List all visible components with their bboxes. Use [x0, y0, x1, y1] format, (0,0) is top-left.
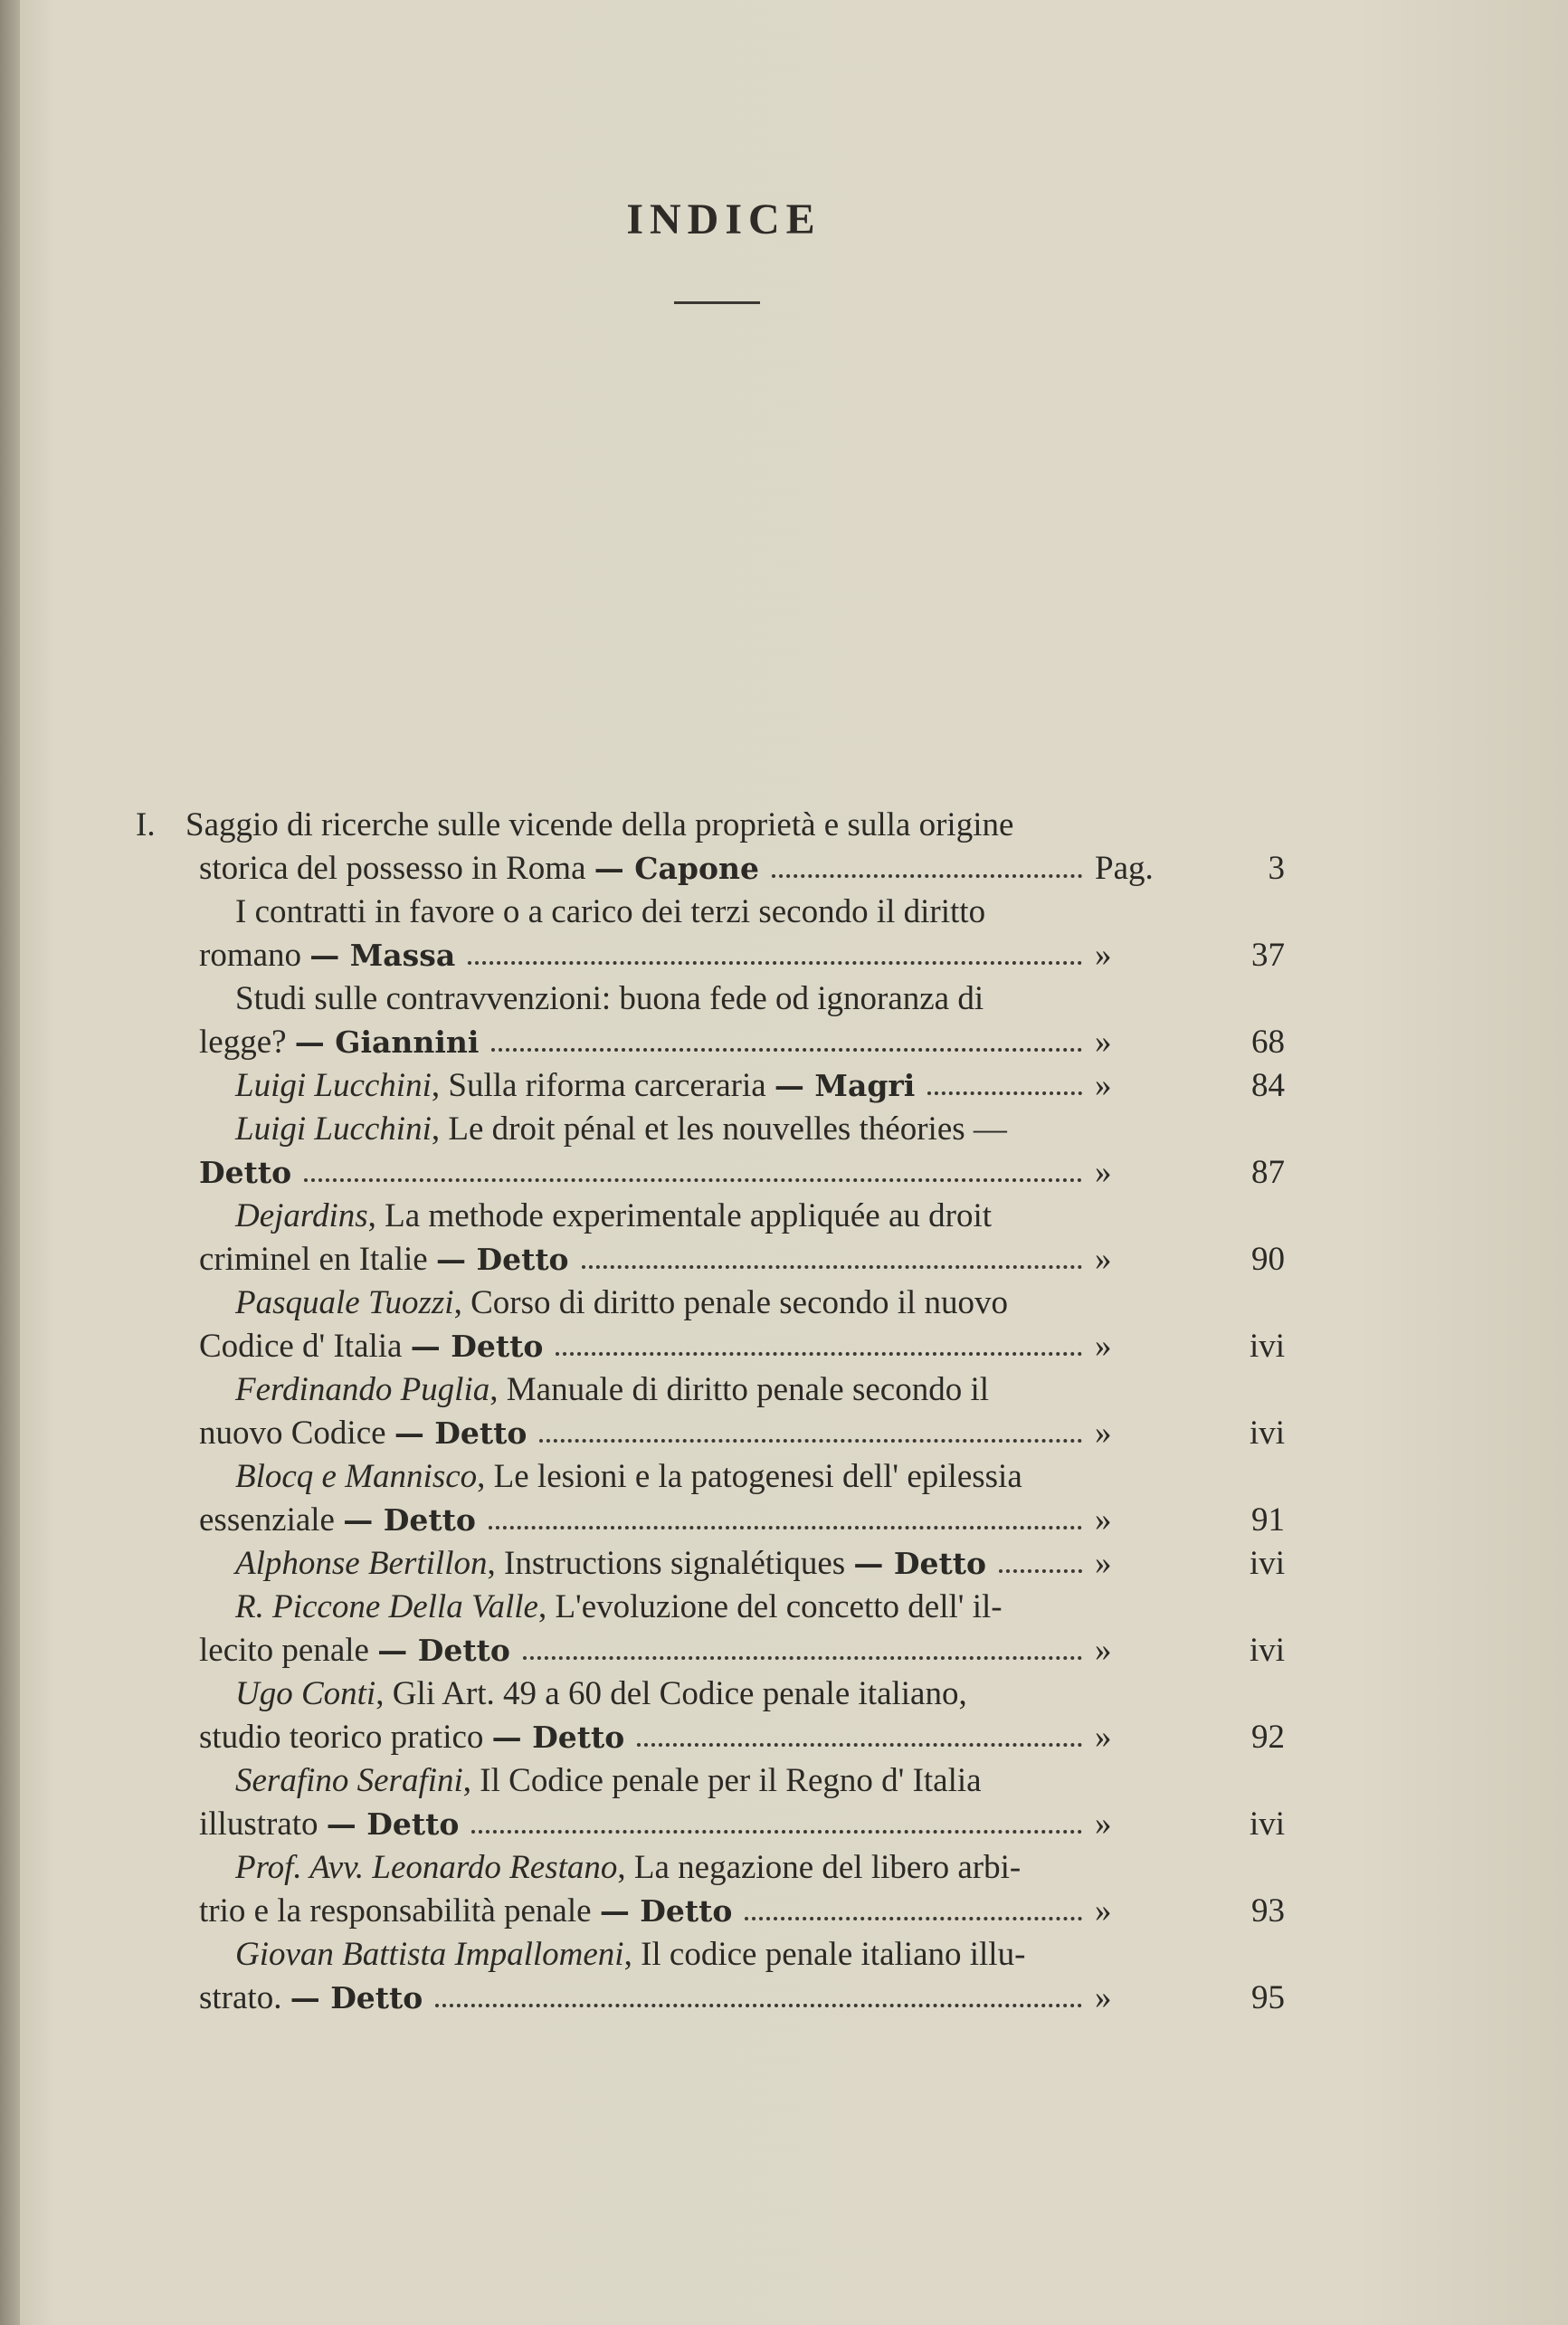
page-title: INDICE: [626, 195, 822, 243]
entry-title-line2: nuovo Codice: [199, 1415, 386, 1452]
entry-critic: — Magri: [774, 1068, 916, 1103]
dot-leader: [637, 1743, 1082, 1747]
entry-title-line1: I contratti in favore o a carico dei terzi secondo il diritto: [235, 893, 986, 930]
entry-title-line1: , Corso di diritto penale secondo il nuovo: [453, 1284, 1009, 1321]
entry-title-line2: illustrato: [199, 1806, 318, 1843]
dot-leader: [927, 1091, 1082, 1095]
dot-leader: [556, 1352, 1082, 1356]
toc-entry: [136, 1586, 1285, 1672]
table-of-contents: [136, 804, 1285, 2020]
entry-page-number: 87: [1251, 1154, 1285, 1191]
entry-title-line1: , La negazione del libero arbi-: [617, 1849, 1022, 1886]
dot-leader: [304, 1178, 1082, 1182]
entry-page-number: 91: [1251, 1501, 1285, 1539]
entry-title-line2: romano: [199, 937, 302, 974]
dot-leader: [435, 2004, 1082, 2007]
entry-page-number: ivi: [1249, 1328, 1285, 1365]
entry-page-number: 93: [1251, 1892, 1285, 1930]
ditto-mark: »: [1095, 1154, 1112, 1191]
ditto-mark: »: [1095, 1632, 1112, 1669]
entry-critic: — Detto: [410, 1329, 544, 1364]
page-binding-shadow: [0, 0, 20, 2325]
pag-label: Pag.: [1095, 850, 1154, 887]
entry-critic: — Detto: [599, 1893, 733, 1929]
entry-critic: — Detto: [290, 1980, 423, 2015]
entry-title-line1: Saggio di ricerche sulle vicende della proprietà e sulla origine: [185, 806, 1014, 843]
toc-entry: [136, 1282, 1285, 1368]
entry-title-line2: essenziale: [199, 1501, 335, 1539]
entry-title-line1: , Manuale di diritto penale secondo il: [489, 1371, 990, 1408]
roman-numeral: I.: [136, 806, 156, 843]
ditto-mark: »: [1095, 1806, 1112, 1843]
entry-critic: — Capone: [594, 851, 759, 886]
entry-title-line1: , Le droit pénal et les nouvelles théories —: [431, 1110, 1007, 1148]
entry-critic: — Detto: [435, 1242, 569, 1277]
toc-entry: [136, 1064, 1285, 1108]
entry-critic: — Detto: [326, 1806, 460, 1842]
toc-entry: [136, 1542, 1285, 1586]
dot-leader: [745, 1917, 1082, 1920]
toc-entry: [136, 804, 1285, 891]
dot-leader: [471, 1830, 1082, 1834]
ditto-mark: »: [1095, 1415, 1112, 1452]
entry-page-number: 84: [1251, 1067, 1285, 1104]
entry-critic: — Detto: [853, 1546, 986, 1581]
toc-entry: [136, 1759, 1285, 1846]
entry-title-line1: , Le lesioni e la patogenesi dell' epilessia: [477, 1458, 1022, 1495]
entry-critic: — Detto: [491, 1720, 625, 1755]
entry-author: Prof. Avv. Leonardo Restano: [235, 1849, 618, 1886]
entry-title-line1: , La methode experimentale appliquée au droit: [367, 1197, 993, 1234]
entry-title-line2: lecito penale: [199, 1632, 369, 1669]
title-rule: [674, 301, 760, 304]
dot-leader: [523, 1656, 1082, 1660]
ditto-mark: »: [1095, 1719, 1112, 1756]
entry-critic: — Detto: [343, 1502, 476, 1538]
entry-author: Ugo Conti: [235, 1675, 376, 1712]
toc-entry: [136, 1195, 1285, 1282]
entry-page-number: 95: [1251, 1979, 1285, 2016]
entry-title-line2: storica del possesso in Roma: [199, 850, 586, 887]
ditto-mark: »: [1095, 1024, 1112, 1061]
entry-title-line1: , Sulla riforma carceraria: [431, 1067, 766, 1104]
entry-critic: — Detto: [394, 1415, 527, 1451]
entry-critic: — Detto: [377, 1633, 510, 1668]
entry-author: Serafino Serafini: [235, 1762, 463, 1799]
entry-critic: — Giannini: [294, 1024, 480, 1060]
dot-leader: [489, 1526, 1082, 1529]
ditto-mark: »: [1095, 1545, 1112, 1582]
entry-page-number: 68: [1251, 1024, 1285, 1061]
entry-title-line2: strato.: [199, 1979, 282, 2016]
entry-title-line1: , Instructions signalétiques: [487, 1545, 846, 1582]
entry-page-number: ivi: [1249, 1415, 1285, 1452]
entry-page-number: ivi: [1249, 1545, 1285, 1582]
ditto-mark: »: [1095, 1501, 1112, 1539]
toc-entry: [136, 891, 1285, 977]
entry-title-line1: , Il codice penale italiano illu-: [623, 1936, 1026, 1973]
ditto-mark: »: [1095, 1067, 1112, 1104]
dot-leader: [468, 961, 1082, 965]
ditto-mark: »: [1095, 1241, 1112, 1278]
entry-page-number: ivi: [1249, 1806, 1285, 1843]
entry-title-line2: Codice d' Italia: [199, 1328, 403, 1365]
entry-author: Alphonse Bertillon: [235, 1545, 488, 1582]
dot-leader: [539, 1439, 1082, 1443]
dot-leader: [999, 1569, 1082, 1573]
ditto-mark: »: [1095, 1979, 1112, 2016]
entry-author: Blocq e Mannisco: [235, 1458, 478, 1495]
entry-title-line1: , Gli Art. 49 a 60 del Codice penale italiano,: [375, 1675, 967, 1712]
toc-entry: [136, 1455, 1285, 1542]
entry-author: Dejardins: [235, 1197, 368, 1234]
entry-title-line1: , Il Codice penale per il Regno d' Italia: [462, 1762, 982, 1799]
entry-title-line2: trio e la responsabilità penale: [199, 1892, 592, 1930]
entry-author: Luigi Lucchini: [235, 1067, 432, 1104]
toc-entry: [136, 1933, 1285, 2020]
toc-entry: [136, 977, 1285, 1064]
entry-page-number: 90: [1251, 1241, 1285, 1278]
entry-page-number: ivi: [1249, 1632, 1285, 1669]
entry-critic: — Massa: [309, 938, 456, 973]
entry-title-line1: Studi sulle contravvenzioni: buona fede od ignoranza di: [235, 980, 984, 1017]
entry-title-line2: criminel en Italie: [199, 1241, 428, 1278]
toc-entry: [136, 1108, 1285, 1195]
dot-leader: [772, 874, 1082, 878]
toc-entry: [136, 1846, 1285, 1933]
entry-author: Ferdinando Puglia: [235, 1371, 490, 1408]
ditto-mark: »: [1095, 937, 1112, 974]
entry-page-number: 92: [1251, 1719, 1285, 1756]
dot-leader: [582, 1265, 1082, 1269]
entry-critic: Detto: [199, 1155, 292, 1190]
entry-title-line2: studio teorico pratico: [199, 1719, 484, 1756]
toc-entry: [136, 1672, 1285, 1759]
toc-entry: [136, 1368, 1285, 1455]
entry-page-number: 3: [1268, 850, 1285, 887]
ditto-mark: »: [1095, 1328, 1112, 1365]
entry-author: Luigi Lucchini: [235, 1110, 432, 1148]
entry-title-line2: legge?: [199, 1024, 287, 1061]
entry-author: R. Piccone Della Valle: [235, 1588, 538, 1625]
entry-author: Giovan Battista Impallomeni: [235, 1936, 624, 1973]
entry-page-number: 37: [1251, 937, 1285, 974]
entry-author: Pasquale Tuozzi: [235, 1284, 454, 1321]
ditto-mark: »: [1095, 1892, 1112, 1930]
dot-leader: [491, 1048, 1082, 1052]
entry-title-line1: , L'evoluzione del concetto dell' il-: [537, 1588, 1003, 1625]
